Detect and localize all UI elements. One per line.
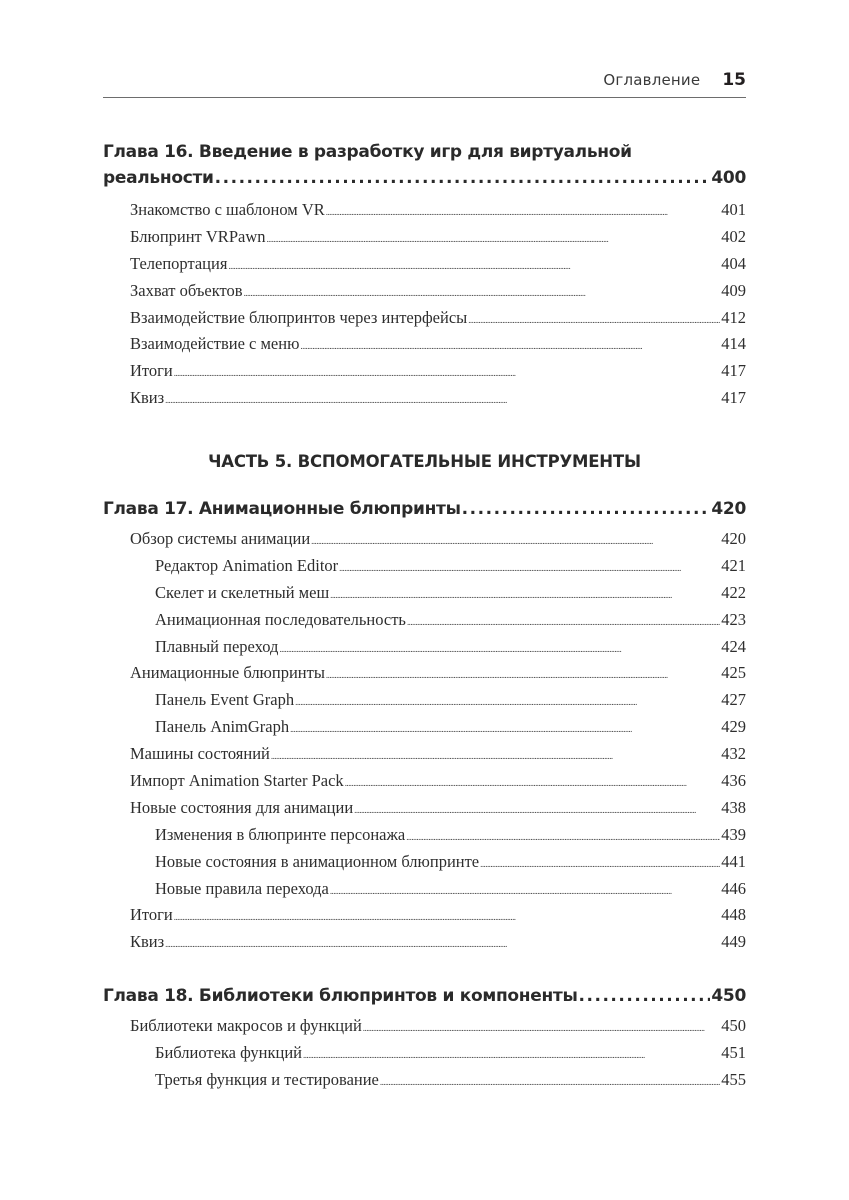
toc-entry-page: 455 bbox=[721, 1069, 746, 1089]
toc-entry-label: Итоги bbox=[130, 905, 173, 925]
toc-entry-page: 425 bbox=[721, 663, 746, 683]
dot-leader bbox=[228, 253, 720, 280]
dot-leader bbox=[266, 226, 720, 253]
chapter-17-title: Глава 17. Анимационные блюпринты bbox=[103, 499, 461, 519]
toc-entry-label: Библиотеки макросов и функций bbox=[130, 1016, 362, 1035]
toc-entry-page: 420 bbox=[721, 529, 746, 548]
chapter-18-sections bbox=[103, 1013, 746, 1094]
dot-leader bbox=[165, 387, 720, 414]
toc-entry-page: 441 bbox=[721, 851, 746, 871]
dot-leader bbox=[326, 662, 720, 689]
toc-entry[interactable] bbox=[103, 305, 746, 332]
chapter-16-sections bbox=[103, 197, 746, 412]
toc-entry-label: Телепортация bbox=[130, 253, 228, 273]
running-head bbox=[103, 70, 746, 94]
toc-entry-label: Панель Event Graph bbox=[155, 690, 295, 710]
toc-entry-page: 421 bbox=[721, 555, 746, 575]
toc-entry-label: Импорт Animation Starter Pack bbox=[130, 771, 344, 791]
toc-entry-label: Квиз bbox=[130, 388, 165, 408]
dot-leader bbox=[330, 878, 720, 905]
toc-entry-page: 402 bbox=[721, 226, 746, 246]
dot-leader bbox=[380, 1069, 720, 1096]
toc-entry-label: Третья функция и тестирование bbox=[155, 1069, 379, 1089]
running-head-title: Оглавление bbox=[603, 71, 701, 89]
chapter-17-sections bbox=[103, 526, 746, 956]
dot-leader bbox=[468, 307, 720, 334]
toc-entry-page: 427 bbox=[721, 690, 746, 710]
dot-leader bbox=[339, 555, 720, 582]
toc-entry-page: 422 bbox=[721, 582, 746, 602]
dot-leader bbox=[303, 1042, 720, 1069]
toc-entry[interactable] bbox=[103, 929, 746, 956]
toc-entry[interactable] bbox=[103, 768, 746, 795]
toc-entry[interactable] bbox=[103, 634, 746, 661]
toc-entry-page: 446 bbox=[721, 878, 746, 898]
toc-entry-label: Итоги bbox=[130, 361, 173, 381]
dot-leader bbox=[295, 689, 720, 716]
dot-leader bbox=[406, 824, 720, 851]
toc-entry[interactable] bbox=[103, 1013, 746, 1040]
toc-entry-page: 417 bbox=[721, 361, 746, 381]
dot-leader bbox=[330, 582, 720, 609]
dot-leader bbox=[326, 199, 720, 226]
chapter-18-page: 450 bbox=[711, 986, 746, 1006]
chapter-16-title-entry[interactable] bbox=[103, 165, 746, 191]
dot-leader bbox=[244, 280, 721, 307]
toc-entry[interactable] bbox=[103, 1067, 746, 1094]
chapter-18-title-entry[interactable] bbox=[103, 982, 746, 1010]
toc-entry-page: 451 bbox=[721, 1042, 746, 1062]
toc-entry[interactable] bbox=[103, 822, 746, 849]
toc-entry-page: 432 bbox=[721, 744, 746, 764]
toc-entry[interactable] bbox=[103, 526, 746, 553]
dot-leader bbox=[279, 636, 720, 663]
toc-entry-label: Новые состояния в анимационном блюпринте bbox=[155, 851, 480, 871]
toc-entry-label: Взаимодействие с меню bbox=[130, 334, 300, 354]
toc-entry[interactable] bbox=[103, 331, 746, 358]
toc-entry[interactable] bbox=[103, 741, 746, 768]
chapter-16-page: 400 bbox=[711, 168, 746, 188]
dot-leader bbox=[290, 716, 720, 743]
chapter-18-title: Глава 18. Библиотеки блюпринтов и компоненты bbox=[103, 986, 578, 1006]
toc-entry-page: 438 bbox=[721, 797, 746, 817]
dot-leader bbox=[174, 360, 720, 387]
toc-entry-page: 424 bbox=[721, 636, 746, 656]
toc-entry[interactable] bbox=[103, 687, 746, 714]
toc-entry-label: Редактор Animation Editor bbox=[155, 555, 339, 575]
dot-leader bbox=[271, 743, 720, 770]
toc-entry-label: Анимационные блюпринты bbox=[130, 663, 325, 683]
toc-entry-label: Взаимодействие блюпринтов через интерфейсы bbox=[130, 307, 468, 327]
dot-leader bbox=[345, 770, 721, 797]
toc-entry-page: 401 bbox=[721, 200, 746, 219]
dot-leader bbox=[407, 609, 720, 636]
toc-entry[interactable] bbox=[103, 714, 746, 741]
toc-entry-page: 429 bbox=[721, 717, 746, 737]
toc-entry-label: Блюпринт VRPawn bbox=[130, 226, 266, 246]
toc-entry-label: Обзор системы анимации bbox=[130, 529, 311, 548]
part-5-heading: ЧАСТЬ 5. ВСПОМОГАТЕЛЬНЫЕ ИНСТРУМЕНТЫ bbox=[208, 452, 641, 471]
toc-entry-label: Знакомство с шаблоном VR bbox=[130, 200, 325, 219]
toc-entry[interactable] bbox=[103, 876, 746, 903]
chapter-18-block bbox=[103, 982, 746, 1094]
toc-entry[interactable] bbox=[103, 358, 746, 385]
toc-entry-label: Изменения в блюпринте персонажа bbox=[155, 824, 406, 844]
toc-entry[interactable] bbox=[103, 1040, 746, 1067]
toc-entry[interactable] bbox=[103, 580, 746, 607]
dot-leader bbox=[363, 1015, 720, 1042]
toc-entry-page: 404 bbox=[721, 253, 746, 273]
toc-entry-label: Плавный переход bbox=[155, 636, 279, 656]
dot-leader bbox=[174, 904, 720, 931]
toc-entry-page: 423 bbox=[721, 609, 746, 629]
toc-entry[interactable] bbox=[103, 902, 746, 929]
dot-leader bbox=[579, 982, 711, 1010]
toc-entry-label: Новые правила перехода bbox=[155, 878, 329, 898]
dot-leader bbox=[165, 931, 720, 958]
dot-leader bbox=[462, 495, 711, 523]
toc-entry[interactable] bbox=[103, 849, 746, 876]
toc-entry[interactable] bbox=[103, 553, 746, 580]
chapter-16-block bbox=[103, 139, 746, 412]
dot-leader bbox=[300, 333, 720, 360]
chapter-17-title-entry[interactable] bbox=[103, 495, 746, 523]
toc-entry[interactable] bbox=[103, 278, 746, 305]
toc-entry-label: Панель AnimGraph bbox=[155, 717, 290, 737]
toc-entry-label: Анимационная последовательность bbox=[155, 609, 406, 629]
toc-entry-page: 449 bbox=[721, 932, 746, 952]
toc-entry[interactable] bbox=[103, 385, 746, 412]
toc-entry-page: 414 bbox=[721, 334, 746, 354]
toc-entry[interactable] bbox=[103, 251, 746, 278]
dot-leader bbox=[215, 165, 711, 191]
toc-entry-page: 412 bbox=[721, 307, 746, 327]
toc-entry[interactable] bbox=[103, 607, 746, 634]
toc-entry-label: Скелет и скелетный меш bbox=[155, 582, 330, 602]
header-rule bbox=[103, 97, 746, 98]
toc-entry-page: 417 bbox=[721, 388, 746, 408]
chapter-16-title-line1[interactable]: Глава 16. Введение в разработку игр для виртуальной bbox=[103, 142, 632, 162]
page-number: 15 bbox=[722, 70, 746, 90]
toc-entry-page: 436 bbox=[721, 771, 746, 791]
toc-entry-page: 448 bbox=[721, 905, 746, 925]
dot-leader bbox=[480, 851, 720, 878]
chapter-17-page: 420 bbox=[711, 499, 746, 519]
toc-entry-label: Машины состояний bbox=[130, 744, 270, 764]
toc-entry-page: 450 bbox=[721, 1016, 746, 1035]
toc-entry-page: 439 bbox=[721, 824, 746, 844]
toc-entry[interactable] bbox=[103, 197, 746, 224]
dot-leader bbox=[311, 528, 720, 555]
toc-entry-label: Квиз bbox=[130, 932, 165, 952]
toc-entry-label: Библиотека функций bbox=[155, 1042, 303, 1062]
toc-entry[interactable] bbox=[103, 660, 746, 687]
dot-leader bbox=[354, 797, 720, 824]
toc-entry[interactable] bbox=[103, 224, 746, 251]
chapter-16-title-line2: реальности bbox=[103, 168, 214, 188]
chapter-17-block bbox=[103, 495, 746, 956]
toc-entry-label: Новые состояния для анимации bbox=[130, 797, 354, 817]
toc-entry-page: 409 bbox=[721, 280, 746, 300]
toc-entry-label: Захват объектов bbox=[130, 280, 243, 300]
toc-entry[interactable] bbox=[103, 795, 746, 822]
